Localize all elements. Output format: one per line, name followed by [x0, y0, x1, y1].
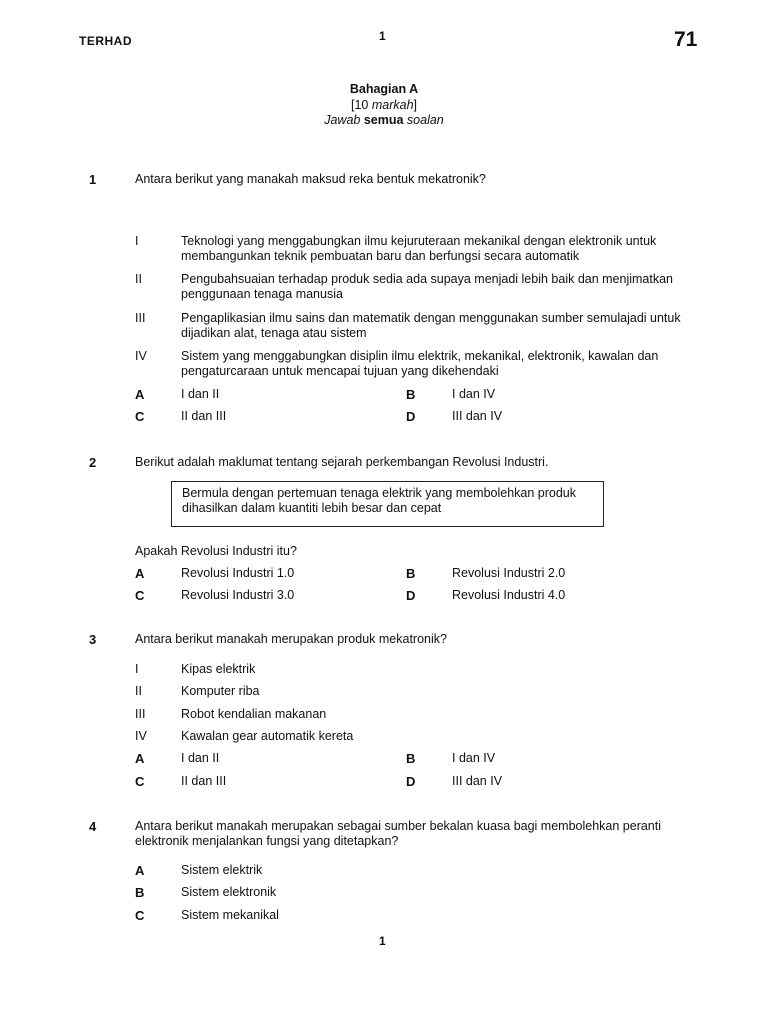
- roman-numeral: II: [135, 684, 142, 698]
- question-number: 3: [89, 632, 97, 647]
- question-number: 2: [89, 455, 97, 470]
- option-letter: B: [135, 885, 145, 900]
- section-title: Bahagian A: [349, 82, 419, 96]
- option-text: Sistem elektrik: [181, 863, 263, 877]
- top-page-number: 1: [379, 29, 386, 43]
- option-text: Revolusi Industri 4.0: [452, 588, 566, 602]
- option-letter: B: [406, 751, 416, 766]
- option-letter: B: [406, 566, 416, 581]
- option-letter: C: [135, 409, 145, 424]
- roman-numeral: IV: [135, 729, 147, 743]
- question-number: 1: [89, 172, 97, 187]
- statement-text: Kipas elektrik: [181, 662, 256, 676]
- statement-text: Pengaplikasian ilmu sains dan matematik dengan menggunakan sumber semulajadi untuk dijadikan alat, tenaga atau sistem: [181, 311, 681, 340]
- classification-label: TERHAD: [79, 34, 132, 48]
- option-letter: C: [135, 774, 145, 789]
- option-text: Sistem elektronik: [181, 885, 277, 899]
- option-text: II dan III: [181, 409, 227, 423]
- option-letter: D: [406, 774, 416, 789]
- option-text: Revolusi Industri 3.0: [181, 588, 295, 602]
- roman-numeral: III: [135, 707, 146, 721]
- paper-code: 71: [674, 28, 698, 51]
- option-text: I dan IV: [452, 387, 496, 401]
- info-box: Bermula dengan pertemuan tenaga elektrik yang membolehkan produk dihasilkan dalam kuantiti lebih besar dan cepat: [171, 481, 604, 527]
- option-text: III dan IV: [452, 774, 503, 788]
- question-number: 4: [89, 819, 97, 834]
- footer-page-number: 1: [379, 934, 386, 948]
- question-prompt: Apakah Revolusi Industri itu?: [135, 544, 297, 558]
- roman-numeral: IV: [135, 349, 147, 363]
- roman-numeral: I: [135, 662, 139, 676]
- roman-numeral: I: [135, 234, 139, 248]
- option-text: I dan II: [181, 387, 220, 401]
- section-instruction: Jawab semua soalan: [324, 113, 444, 127]
- statement-text: Kawalan gear automatik kereta: [181, 729, 354, 743]
- option-letter: D: [406, 588, 416, 603]
- option-text: I dan II: [181, 751, 220, 765]
- question-stem: Berikut adalah maklumat tentang sejarah perkembangan Revolusi Industri.: [135, 455, 549, 469]
- question-stem: Antara berikut manakah merupakan produk mekatronik?: [135, 632, 447, 646]
- question-stem: Antara berikut yang manakah maksud reka bentuk mekatronik?: [135, 172, 486, 186]
- statement-text: Robot kendalian makanan: [181, 707, 327, 721]
- option-text: II dan III: [181, 774, 227, 788]
- statement-text: Pengubahsuaian terhadap produk sedia ada supaya menjadi lebih baik dan menjimatkan penggunaan tenaga manusia: [181, 272, 674, 301]
- section-marks: [10 markah]: [350, 98, 418, 112]
- option-letter: A: [135, 566, 145, 581]
- option-letter: D: [406, 409, 416, 424]
- statement-text: Sistem yang menggabungkan disiplin ilmu elektrik, mekanikal, elektronik, kawalan dan pengaturcaraan untuk mencapai tujuan yang dikehendaki: [181, 349, 659, 378]
- option-letter: C: [135, 908, 145, 923]
- option-text: Revolusi Industri 1.0: [181, 566, 295, 580]
- option-letter: A: [135, 863, 145, 878]
- option-letter: A: [135, 387, 145, 402]
- option-letter: B: [406, 387, 416, 402]
- option-text: Sistem mekanikal: [181, 908, 279, 922]
- question-stem: Antara berikut manakah merupakan sebagai sumber bekalan kuasa bagi membolehkan peranti elektronik menjalankan fungsi yang ditetapkan?: [135, 819, 662, 848]
- option-text: III dan IV: [452, 409, 503, 423]
- statement-text: Komputer riba: [181, 684, 260, 698]
- option-letter: C: [135, 588, 145, 603]
- option-text: I dan IV: [452, 751, 496, 765]
- roman-numeral: II: [135, 272, 142, 286]
- option-letter: A: [135, 751, 145, 766]
- statement-text: Teknologi yang menggabungkan ilmu kejuruteraan mekanikal dengan elektronik untuk membangunkan teknik pembuatan baru dan berfungsi secara automatik: [181, 234, 657, 263]
- option-text: Revolusi Industri 2.0: [452, 566, 566, 580]
- roman-numeral: III: [135, 311, 146, 325]
